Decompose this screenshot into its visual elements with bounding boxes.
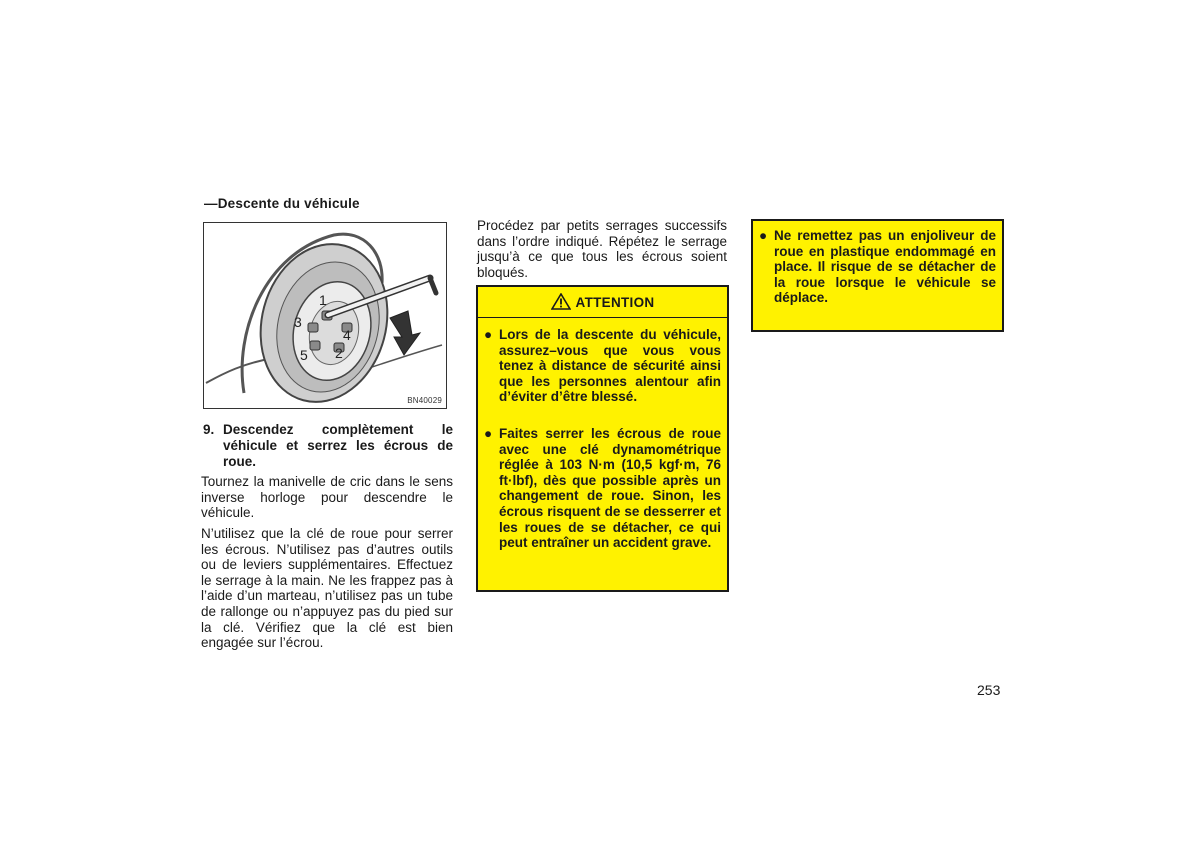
nut-number-2: 2 xyxy=(335,345,343,361)
figure-code: BN40029 xyxy=(407,396,442,405)
section-title: —Descente du véhicule xyxy=(204,196,360,211)
step-number: 9. xyxy=(203,422,215,437)
step-instruction xyxy=(203,422,453,470)
paragraph-wrench-use: N’utilisez que la clé de roue pour serrer les écrous. N’utilisez pas d’autres outils ou de leviers supplémentaires. Effectuez le serrage à la main. Ne les frappez pas à l’aide d’un marteau, n’utilisez pas un tube de rallonge ou n’appuyez pas du pied sur la clé. Vérifiez que la clé est bien engagée sur l’écrou. xyxy=(201,526,453,651)
caution-bullet-1 xyxy=(759,228,996,306)
attention-bullet-2 xyxy=(484,426,721,551)
attention-bullet-text-2: Faites serrer les écrous de roue avec une clé dynamométrique réglée à 103 N·m (10,5 kgf·m, 76 ft·lbf), dès que possible après un changement de roue. Sinon, les écrous risquent de se desserrer et les roues de se détacher, ce qui peut entraîner un accident grave. xyxy=(499,426,721,551)
nut-number-4: 4 xyxy=(343,327,351,343)
bullet-dot: ● xyxy=(484,426,493,441)
attention-box xyxy=(476,285,729,592)
attention-header xyxy=(478,293,727,310)
paragraph-lowering: Tournez la manivelle de cric dans le sens inverse horloge pour descendre le véhicule. xyxy=(201,474,453,521)
attention-bullet-1 xyxy=(484,327,721,405)
caution-bullet-text-1: Ne remettez pas un enjoliveur de roue en plastique endommagé en place. Il risque de se détacher de la roue lorsque le véhicule se déplace. xyxy=(774,228,996,306)
nut-number-3: 3 xyxy=(294,314,302,330)
nut-number-1: 1 xyxy=(319,292,327,308)
attention-title: ATTENTION xyxy=(575,295,655,310)
attention-divider xyxy=(478,317,727,318)
paragraph-tightening-order: Procédez par petits serrages successifs dans l’ordre indiqué. Répétez le serrage jusqu’à ce que tous les écrous soient bloqués. xyxy=(477,218,727,280)
page-number: 253 xyxy=(977,682,1001,698)
step-text: Descendez complètement le véhicule et serrez les écrous de roue. xyxy=(223,422,453,469)
wheel-lug-nut-diagram xyxy=(204,223,445,407)
bullet-dot: ● xyxy=(484,327,493,342)
bullet-dot: ● xyxy=(759,228,768,243)
nut-number-5: 5 xyxy=(300,347,308,363)
attention-bullet-text-1: Lors de la descente du véhicule, assurez–vous que vous vous tenez à distance de sécurité ainsi que les personnes alentour afin d’éviter d’être blessé. xyxy=(499,327,721,405)
caution-box xyxy=(751,219,1004,332)
warning-triangle-icon xyxy=(551,293,571,310)
wheel-illustration xyxy=(203,222,447,409)
